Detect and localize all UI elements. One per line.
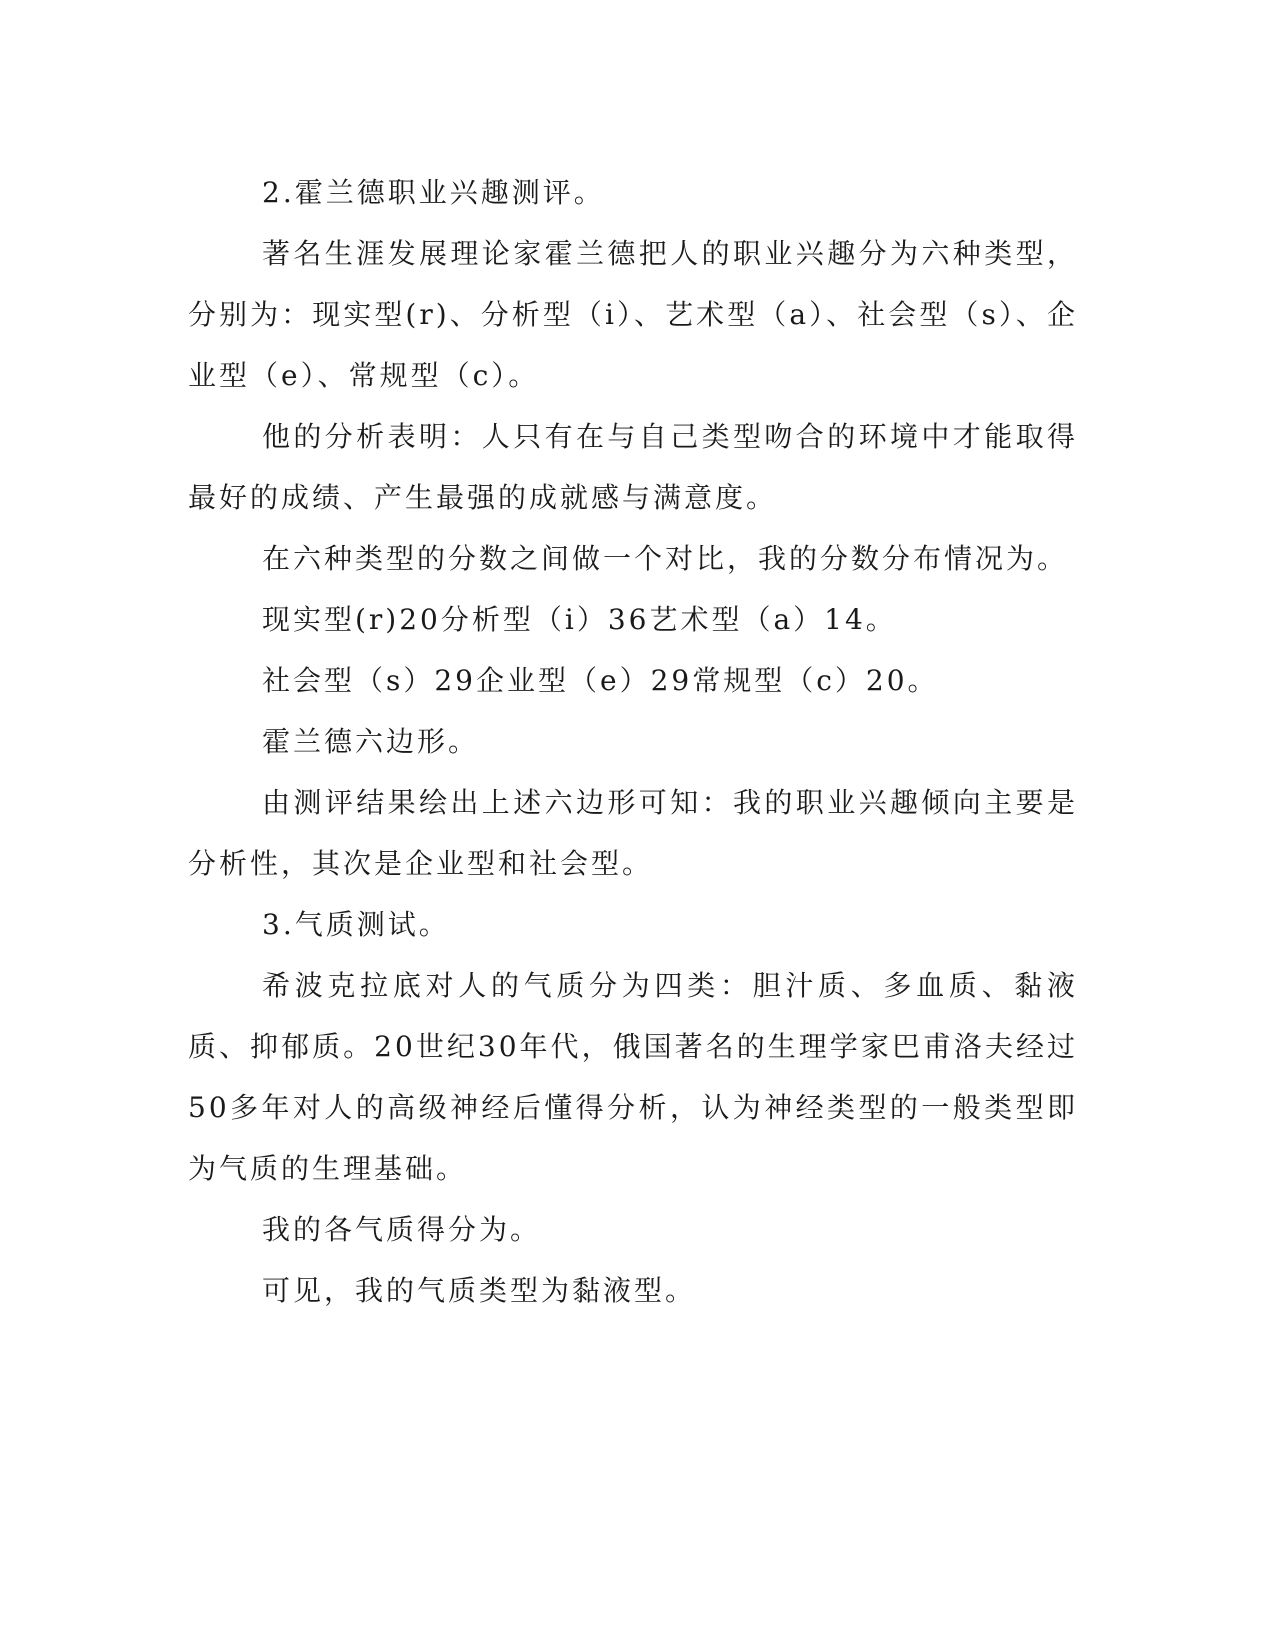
- paragraph-hexagon-caption: 霍兰德六边形。: [262, 725, 480, 758]
- paragraph-scores-line-1: 现实型(r)20分析型（i）36艺术型（a）14。: [262, 603, 897, 636]
- paragraph-temperament-theory: 希波克拉底对人的气质分为四类：胆汁质、多血质、黏液质、抑郁质。20世纪30年代，俄国著名的生理学家巴甫洛夫经过50多年对人的高级神经后懂得分析，认为神经类型的一般类型即为气质的生理基础。: [188, 969, 1078, 1185]
- paragraph-holland-analysis: 他的分析表明：人只有在与自己类型吻合的环境中才能取得最好的成绩、产生最强的成就感与满意度。: [188, 420, 1078, 514]
- section-heading-temperament: 3.气质测试。: [262, 908, 450, 941]
- section-heading-holland: 2.霍兰德职业兴趣测评。: [262, 176, 605, 209]
- paragraph-score-intro: 在六种类型的分数之间做一个对比，我的分数分布情况为。: [262, 542, 1069, 575]
- paragraph-holland-types: 著名生涯发展理论家霍兰德把人的职业兴趣分为六种类型，分别为：现实型(r)、分析型（i）、艺术型（a）、社会型（s）、企业型（e）、常规型（c）。: [188, 237, 1078, 392]
- document-body: [188, 162, 1078, 1321]
- paragraph-temperament-scores: 我的各气质得分为。: [262, 1213, 542, 1246]
- paragraph-hexagon-conclusion: 由测评结果绘出上述六边形可知：我的职业兴趣倾向主要是分析性，其次是企业型和社会型。: [188, 786, 1078, 880]
- paragraph-temperament-conclusion: 可见，我的气质类型为黏液型。: [262, 1274, 697, 1307]
- paragraph-scores-line-2: 社会型（s）29企业型（e）29常规型（c）20。: [262, 664, 939, 697]
